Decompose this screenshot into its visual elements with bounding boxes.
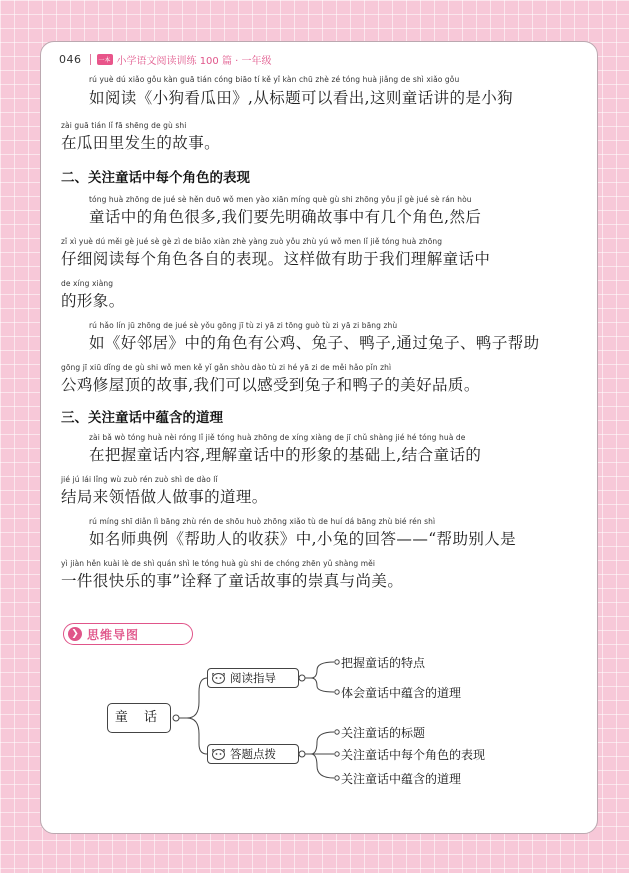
- pinyin-line: yì jiàn hěn kuài lè de shì quán shì le tóng huà gù shi de chóng zhēn yǔ shàng měi: [61, 559, 376, 568]
- text-line: 仔细阅读每个角色各自的表现。这样做有助于我们理解童话中: [61, 250, 491, 268]
- mindmap-root: 童 话: [107, 703, 171, 733]
- page-number: 046: [59, 52, 82, 66]
- mindmap-leaf: 关注童话的标题: [341, 726, 426, 740]
- text-line: 一件很快乐的事”诠释了童话故事的崇真与尚美。: [61, 572, 404, 590]
- text-line: 童话中的角色很多,我们要先明确故事中有几个角色,然后: [89, 208, 482, 226]
- mindmap-leaf: 关注童话中每个角色的表现: [341, 748, 486, 762]
- book-title: 小学语文阅读训练 100 篇 · 一年级: [116, 55, 272, 67]
- mindmap-leaf: 体会童话中蕴含的道理: [341, 686, 462, 700]
- pinyin-line: gōng jī xiū dǐng de gù shi wǒ men kě yǐ gǎn shòu dào tù zi hé yā zi de měi hǎo pǐn zhì: [61, 363, 392, 372]
- mindmap-branch-label: 阅读指导: [230, 671, 276, 685]
- pinyin-line: rú yuè dú xiǎo gǒu kàn guā tián cóng biāo tí kě yǐ kàn chū zhè zé tóng huà jiǎng de shì xiǎo gǒu: [89, 75, 460, 84]
- chevron-right-icon: ❯: [68, 627, 82, 641]
- text-line: 如《好邻居》中的角色有公鸡、兔子、鸭子,通过兔子、鸭子帮助: [89, 334, 540, 352]
- mindmap-branch: [207, 744, 299, 764]
- mindmap-leaf: 把握童话的特点: [341, 656, 426, 670]
- mindmap-leaf: 关注童话中蕴含的道理: [341, 772, 462, 786]
- text-line: 如名师典例《帮助人的收获》中,小兔的回答——“帮助别人是: [89, 530, 517, 548]
- section-heading: 三、关注童话中蕴含的道理: [61, 410, 223, 426]
- text-line: 在瓜田里发生的故事。: [61, 134, 221, 152]
- text-line: 如阅读《小狗看瓜田》,从标题可以看出,这则童话讲的是小狗: [89, 89, 514, 107]
- series-badge: 一本: [97, 54, 113, 65]
- pinyin-line: jié jú lái lǐng wù zuò rén zuò shì de dào lǐ: [61, 475, 218, 484]
- pinyin-line: zài bǎ wò tóng huà nèi róng lǐ jiě tóng huà zhōng de xíng xiàng de jī chǔ shàng jié hé tóng huà de: [89, 433, 466, 442]
- mindmap-title: 思维导图: [87, 627, 140, 642]
- sheep-icon: [211, 747, 226, 761]
- pinyin-line: zài guā tián lǐ fā shēng de gù shi: [61, 121, 187, 130]
- pinyin-line: rú hǎo lín jū zhōng de jué sè yǒu gōng jī tù zi yā zi tōng guò tù zi yā zi bāng zhù: [89, 321, 398, 330]
- section-heading: 二、关注童话中每个角色的表现: [61, 170, 250, 186]
- text-line: 的形象。: [61, 292, 125, 310]
- text-line: 公鸡修屋顶的故事,我们可以感受到兔子和鸭子的美好品质。: [61, 376, 480, 394]
- mindmap-branch: [207, 668, 299, 688]
- pinyin-line: zǐ xì yuè dú měi gè jué sè gè zì de biǎo xiàn zhè yàng zuò yǒu zhù yú wǒ men lǐ jiě tóng huà zhōng: [61, 237, 443, 246]
- mindmap-branch-label: 答题点拨: [230, 747, 276, 761]
- text-line: 在把握童话内容,理解童话中的形象的基础上,结合童话的: [89, 446, 482, 464]
- text-line: 结局来领悟做人做事的道理。: [61, 488, 268, 506]
- sheep-icon: [211, 671, 226, 685]
- pinyin-line: tóng huà zhōng de jué sè hěn duō wǒ men yào xiān míng què gù shi zhōng yǒu jǐ gè jué sè rán hòu: [89, 195, 472, 204]
- book-page: [40, 41, 598, 834]
- pinyin-line: de xíng xiàng: [61, 279, 114, 288]
- pinyin-line: rú míng shī diǎn lì bāng zhù rén de shōu huò zhōng xiǎo tù de huí dá bāng zhù bié rén shì: [89, 517, 436, 526]
